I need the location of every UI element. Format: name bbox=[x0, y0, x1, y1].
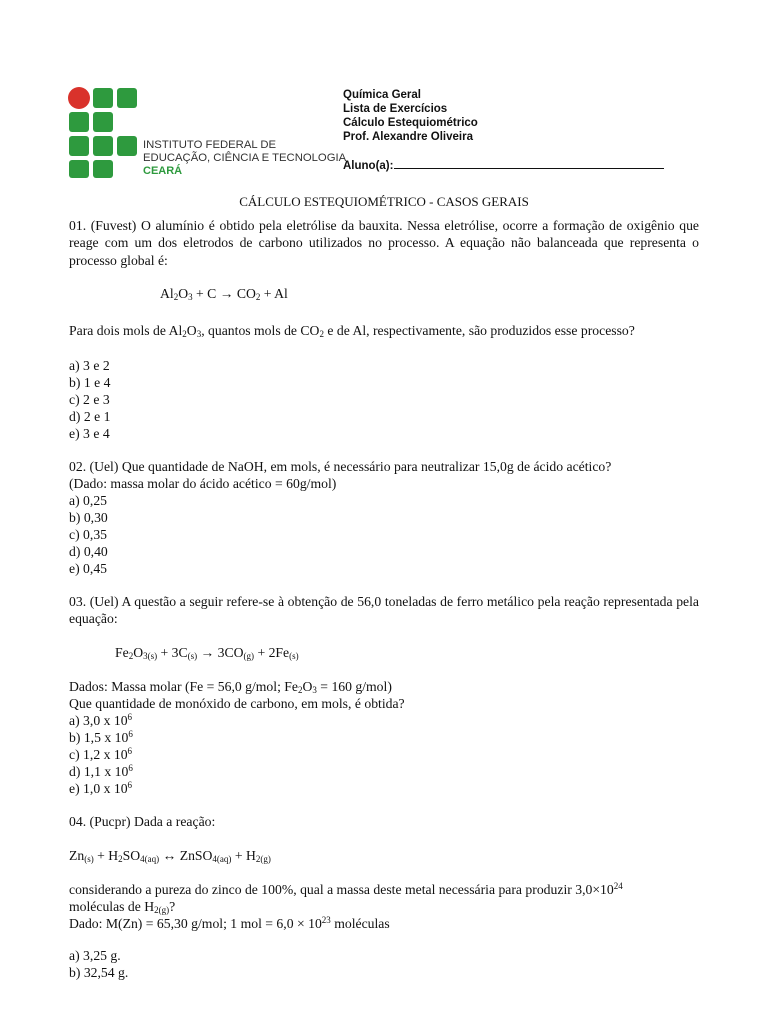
q2-data: (Dado: massa molar do ácido acético = 60g/mol) bbox=[69, 476, 337, 491]
logo-square bbox=[69, 160, 89, 178]
q3-option: d) 1,1 x $10^6$ bbox=[69, 763, 133, 779]
q4-equation: $Zn_{(s)} + H_2SO_{4(aq)}$ ↔ ZnSO$_{4(aq)}$ + $H_{2(g)}$ bbox=[69, 848, 271, 864]
topic-name: Cálculo Estequiométrico bbox=[343, 117, 478, 129]
q1-option: b) 1 e 4 bbox=[69, 375, 111, 390]
q4-question-cont: moléculas de $H_{2(g)}$? bbox=[69, 899, 176, 915]
q4-data: Dado: M(Zn) = 65,30 g/mol; 1 mol = $6,0 \times 10^{23}$ moléculas bbox=[69, 915, 390, 931]
q1-option: a) 3 e 2 bbox=[69, 358, 110, 373]
institute-line: INSTITUTO FEDERAL DE bbox=[143, 139, 277, 151]
student-field bbox=[343, 157, 664, 172]
list-name: Lista de Exercícios bbox=[343, 103, 448, 115]
logo-square bbox=[93, 160, 113, 178]
institute-name bbox=[143, 139, 346, 178]
q4-option: b) 32,54 g. bbox=[69, 965, 129, 980]
q3-option: b) 1,5 x $10^6$ bbox=[69, 729, 133, 745]
q2-text: 02. (Uel) Que quantidade de NaOH, em mols, é necessário para neutralizar 15,0g de ácido acético? bbox=[69, 459, 612, 474]
q3-equation: $Fe_2O_{3(s)} + 3C_{(s)} \to 3CO_{(g)} + 2Fe_{(s)}$ bbox=[115, 645, 299, 661]
q1-text: 01. (Fuvest) O alumínio é obtido pela eletrólise da bauxita. Nessa eletrólise, ocorre a formação de oxigênio que reage com um dos eletrodos de carbono utilizados no processo. A equação não balanceada que representa o processo global é: bbox=[69, 218, 699, 268]
page-title: CÁLCULO ESTEQUIOMÉTRICO - CASOS GERAIS bbox=[239, 194, 529, 209]
q2-option: c) 0,35 bbox=[69, 527, 108, 542]
professor-name: Prof. Alexandre Oliveira bbox=[343, 131, 473, 143]
q3-question: Que quantidade de monóxido de carbono, em mols, é obtida? bbox=[69, 696, 405, 711]
institute-logo bbox=[69, 88, 141, 178]
q3-option: c) 1,2 x $10^6$ bbox=[69, 746, 133, 762]
course-name: Química Geral bbox=[343, 89, 421, 101]
logo-square bbox=[69, 112, 89, 132]
logo-square bbox=[93, 88, 113, 108]
q3-option: e) 1,0 x $10^6$ bbox=[69, 780, 133, 796]
q2-option: a) 0,25 bbox=[69, 493, 108, 508]
q4-option: a) 3,25 g. bbox=[69, 948, 121, 963]
logo-square bbox=[93, 112, 113, 132]
q1-question: Para dois mols de $Al_2O_3$, quantos mols de $CO_2$ e de Al, respectivamente, são produzidos esse processo? bbox=[69, 323, 635, 339]
q1-option: d) 2 e 1 bbox=[69, 409, 111, 424]
q3-text: 03. (Uel) A questão a seguir refere-se à obtenção de 56,0 toneladas de ferro metálico pela reação representada pela equação: bbox=[69, 594, 699, 627]
q3-data: Dados: Massa molar (Fe = 56,0 g/mol; $Fe_2O_3 = 160$ g/mol) bbox=[69, 679, 392, 695]
student-label: Aluno(a): bbox=[343, 160, 394, 172]
logo-square bbox=[117, 88, 137, 108]
institute-line: EDUCAÇÃO, CIÊNCIA E TECNOLOGIA bbox=[143, 152, 347, 164]
q4-text: 04. (Pucpr) Dada a reação: bbox=[69, 814, 216, 829]
course-header bbox=[343, 88, 478, 144]
q2-option: e) 0,45 bbox=[69, 561, 108, 576]
logo-red-dot bbox=[68, 87, 90, 109]
q1-equation: $Al_2O_3 + C \to CO_2 + Al$ bbox=[160, 286, 288, 302]
logo-square bbox=[93, 136, 113, 156]
institute-state: CEARÁ bbox=[143, 165, 183, 177]
student-name-line bbox=[394, 157, 664, 169]
q4-question: considerando a pureza do zinco de 100%, qual a massa deste metal necessária para produzir $3,0\times 10^{24}$ bbox=[69, 881, 623, 897]
logo-square bbox=[69, 136, 89, 156]
q1-option: e) 3 e 4 bbox=[69, 426, 110, 441]
q2-option: b) 0,30 bbox=[69, 510, 108, 525]
logo-square bbox=[117, 136, 137, 156]
q1-option: c) 2 e 3 bbox=[69, 392, 110, 407]
q2-option: d) 0,40 bbox=[69, 544, 108, 559]
q3-option: a) 3,0 x $10^6$ bbox=[69, 712, 133, 728]
